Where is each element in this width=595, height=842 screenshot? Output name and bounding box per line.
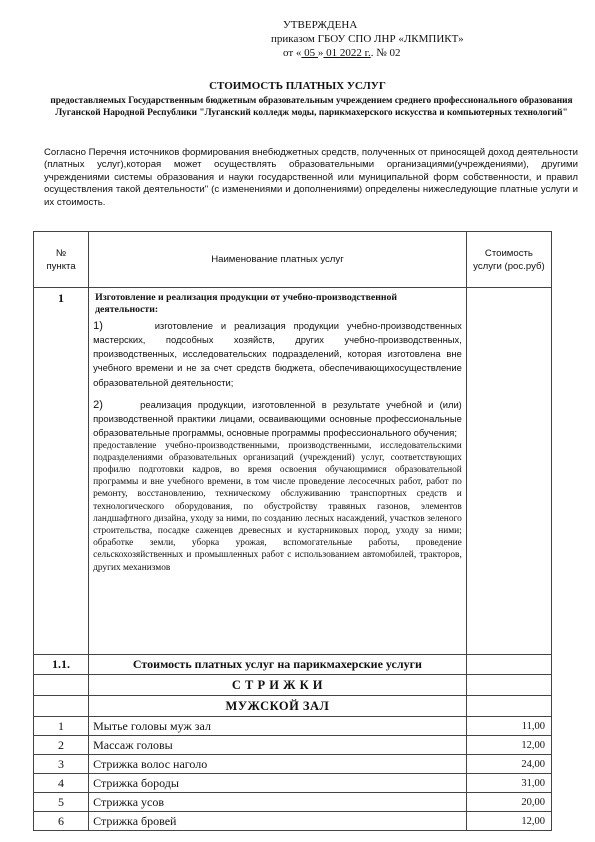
section-1-1-row (34, 655, 552, 675)
subcategory-mens-hall: МУЖСКОЙ ЗАЛ (89, 696, 467, 717)
approval-order: приказом ГБОУ СПО ЛНР «ЛКМПИКТ» (271, 33, 464, 45)
document-subtitle: предоставляемых Государственным бюджетным образовательным учреждением среднего профессионального образования Луганской Народной Республики "Луганский колледж моды, парикмахерского искусства и компьютерных технологий" (50, 96, 573, 118)
table-row: 5 Стрижка усов 20,00 (34, 793, 552, 812)
table-header-row (34, 232, 552, 288)
approval-day: 05 (301, 47, 318, 59)
price-table (33, 231, 552, 831)
approval-date: от « 05 » 01 2022 г.. № 02 (283, 47, 401, 59)
subcategory-row (34, 696, 552, 717)
section-1-item-2: 2) реализация продукции, изготовленной в результате учебной и (или) производственной практики лицами, осваивающими основные профессиональные образовательные программы, основные программы профессионального обучения; (93, 398, 462, 439)
header-service: Наименование платных услуг (89, 232, 467, 288)
intro-paragraph: Согласно Перечня источников формирования внебюджетных средств, полученных от приносящей доход деятельности (платных услуг),которая может осуществлять образовательными организациями(учреждениями), другими учреждениями системы образования и науки государственной или муниципальной форм собственности, и правил осуществления такой деятельности" (с изменениями и дополнениями) определены нижеследующие платные услуги и их стоимость. (44, 147, 578, 208)
table-row: 1 Мытье головы муж зал 11,00 (34, 717, 552, 736)
section-1-item-1: 1) изготовление и реализация продукции учебно-производственных мастерских, подсобных хозяйств, других учебно-производственных, производственных, исследовательских подразделений, которая изготовлена вне учебного времени и не за счет средств бюджета, обеспечивающихосуществление образовательной деятельности; (93, 319, 462, 388)
table-row: 6 Стрижка бровей 12,00 (34, 812, 552, 831)
approval-year: 2022 г. (339, 47, 371, 59)
section-1-description (89, 288, 467, 655)
table-row: 2 Массаж головы 12,00 (34, 736, 552, 755)
approval-title: УТВЕРЖДЕНА (283, 19, 358, 31)
section-1-number: 1 (34, 288, 89, 655)
header-number: № пункта (34, 232, 89, 288)
section-1-rest: предоставление учебно-производственными, производственными, исследовательскими подразделениями образовательных организаций (учреждений) услуг, соответствующих профилю подготовки кадров, во время освоения обучающимися образовательной программы и вне учебного времени, в том числе проведение лесосечных работ, работ по ремонту, восстановлению, техническому обслуживанию транспортных средств и технологического оборудования, по обустройству травяных газонов, элементов ландшафтного дизайна, уходу за ними, по созданию лесных насаждений, участков зеленого строительства, посадке саженцев древесных и кустарниковых пород, уходу за ними; обработке земли, уборка урожая, вспомогательные работы, проведение сельскохозяйственных и промышленных работ с использованием автомобилей, тракторов, других механизмов (93, 440, 462, 573)
document-title: СТОИМОСТЬ ПЛАТНЫХ УСЛУГ (209, 80, 386, 92)
section-1-1-number: 1.1. (34, 655, 89, 675)
table-row: 3 Стрижка волос наголо 24,00 (34, 755, 552, 774)
section-1-price (466, 288, 551, 655)
header-price: Стоимость услуги (рос.руб) (466, 232, 551, 288)
section-1-1-title: Стоимость платных услуг на парикмахерские услуги (89, 655, 467, 675)
approval-month: 01 (323, 47, 340, 59)
section-1-heading: Изготовление и реализация продукции от учебно-производственной деятельности: (95, 292, 398, 316)
approval-number: . № 02 (370, 47, 401, 59)
category-haircuts: С Т Р И Ж К И (89, 675, 467, 696)
approval-block (271, 18, 511, 60)
table-row: 4 Стрижка бороды 31,00 (34, 774, 552, 793)
category-row (34, 675, 552, 696)
section-1-row (34, 288, 552, 655)
